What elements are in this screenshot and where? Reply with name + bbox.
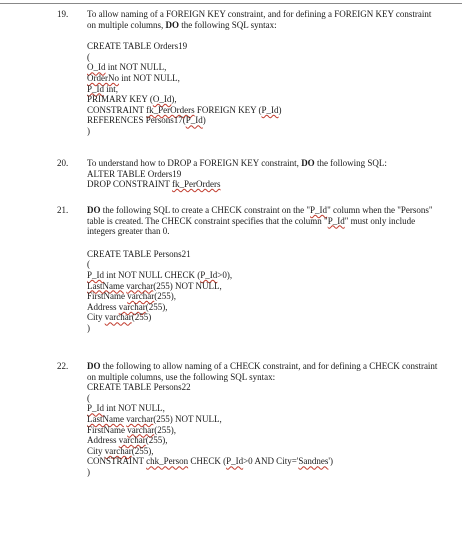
spellcheck-word: P_Id: [87, 403, 105, 414]
code-line: PRIMARY KEY (O_Id),: [87, 94, 177, 105]
code-line: CONSTRAINT fk_PerOrders FOREIGN KEY (P_Id): [87, 104, 282, 115]
item-number: 20.: [57, 158, 69, 168]
sql-code-block: [87, 169, 442, 190]
sql-code-block: [87, 41, 442, 136]
code-line: ): [87, 466, 90, 477]
code-line: ): [87, 322, 90, 333]
spellcheck-word: fk_PerOrders: [172, 179, 221, 190]
spellcheck-word: P_Id: [200, 269, 218, 280]
spellcheck-word: varchar: [104, 445, 132, 456]
code-line: DROP CONSTRAINT fk_PerOrders: [87, 179, 221, 190]
spellcheck-word: varchar: [126, 280, 154, 291]
sql-code-block: [87, 382, 442, 477]
spellcheck-word: varchar: [127, 424, 155, 435]
spellcheck-word: O_Id: [87, 62, 106, 73]
spellcheck-word: varchar: [118, 301, 146, 312]
spellcheck-word: P_Id: [327, 215, 345, 226]
sql-code-block: [87, 249, 442, 334]
code-line: (: [87, 259, 90, 270]
code-line: O_Id int NOT NULL,: [87, 62, 167, 73]
code-line: (: [87, 392, 90, 403]
spellcheck-word: P_Id: [310, 205, 328, 215]
code-line: FirstName varchar(255),: [87, 424, 176, 435]
code-line: Address varchar(255),: [87, 301, 168, 312]
item-instruction: DO the following SQL to create a CHECK constraint on the "P_Id" column when the "Persons" table is created. The CHECK constraint specifies that the column "P_Id" must only include integers greater than 0.: [87, 205, 433, 237]
code-line: P_Id int,: [87, 83, 119, 94]
code-line: P_Id int NOT NULL CHECK (P_Id>0),: [87, 269, 233, 280]
code-line: (: [87, 51, 90, 62]
spellcheck-word: P_Id: [226, 456, 244, 467]
code-line: P_Id int NOT NULL,: [87, 403, 165, 414]
item-number: 22.: [57, 361, 69, 371]
item-instruction: DO the following to allow naming of a CHECK constraint, and for defining a CHECK constraint on multiple columns, use the following SQL syntax:: [87, 361, 438, 382]
code-line: FirstName varchar(255),: [87, 291, 176, 302]
spellcheck-word: P_Id: [185, 115, 203, 126]
code-line: ALTER TABLE Orders19: [87, 168, 182, 179]
spellcheck-word: P_Id: [87, 83, 105, 94]
code-line: City varchar(255),: [87, 445, 154, 456]
spellcheck-word: fk_PerOrders: [146, 104, 195, 115]
code-line: CONSTRAINT chk_Person CHECK (P_Id>0 AND City='Sandnes'): [87, 456, 334, 467]
spellcheck-word: P_Id: [261, 104, 279, 115]
code-line: OrderNo int NOT NULL,: [87, 72, 180, 83]
spellcheck-word: varchar: [126, 413, 154, 424]
code-line: LastName varchar(255) NOT NULL,: [87, 413, 222, 424]
code-line: Address varchar(255),: [87, 435, 168, 446]
spellcheck-word: LastName: [87, 413, 124, 424]
spellcheck-word: chk_Person: [146, 456, 189, 467]
item-number: 19.: [57, 9, 69, 19]
code-line: City varchar(255): [87, 312, 152, 323]
page-top-rule: [0, 3, 462, 4]
code-line: CREATE TABLE Orders19: [87, 41, 188, 52]
spellcheck-word: O_Id: [152, 94, 172, 105]
spellcheck-word: OrderNo: [87, 72, 119, 83]
spellcheck-word: LastName: [87, 280, 124, 291]
code-line: LastName varchar(255) NOT NULL,: [87, 280, 222, 291]
spellcheck-word: varchar: [127, 291, 155, 302]
code-line: CREATE TABLE Persons21: [87, 248, 191, 259]
spellcheck-word: varchar: [118, 435, 146, 446]
code-line: REFERENCES Persons17(P_Id): [87, 115, 206, 126]
spellcheck-word: varchar: [104, 312, 132, 323]
spellcheck-word: Sandnes: [298, 456, 329, 467]
code-line: ): [87, 125, 90, 136]
item-instruction: To understand how to DROP a FOREIGN KEY constraint, DO the following SQL:: [87, 158, 387, 168]
code-line: CREATE TABLE Persons22: [87, 382, 191, 393]
item-number: 21.: [57, 205, 69, 215]
spellcheck-word: P_Id: [87, 269, 105, 280]
item-instruction: To allow naming of a FOREIGN KEY constraint, and for defining a FOREIGN KEY constraint on multiple columns, DO the following SQL syntax:: [87, 9, 432, 30]
